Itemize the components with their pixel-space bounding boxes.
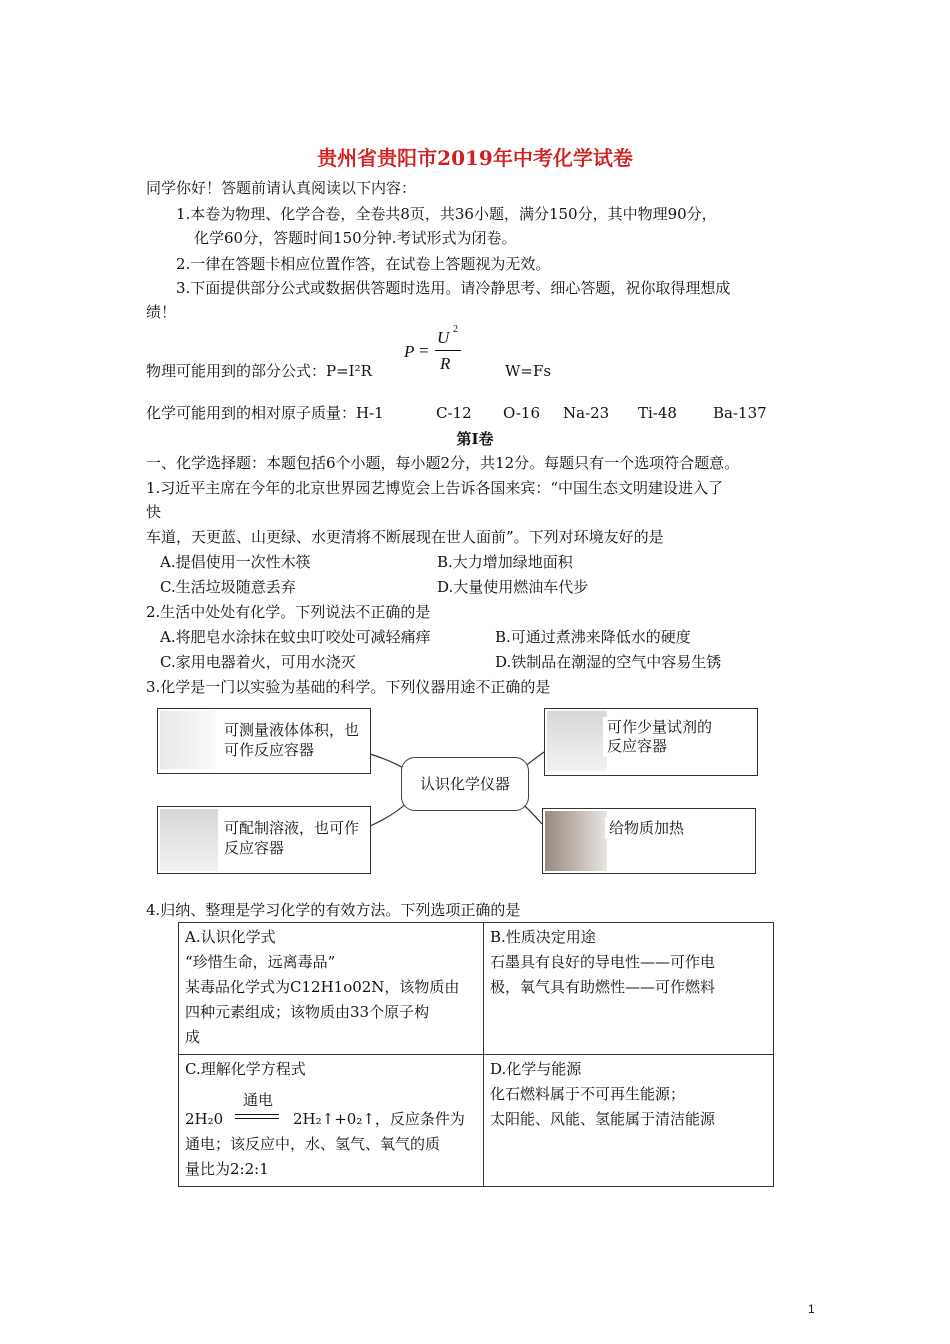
q1-option-a: A.提倡使用一次性木筷 xyxy=(160,553,311,571)
q1-stem-cont: 车道，天更蓝、山更绿、水更清将不断展现在世人面前”。下列对环境友好的是 xyxy=(146,528,664,546)
option-a-line1: “珍惜生命，远离毒品” xyxy=(185,953,336,971)
q2-option-d: D.铁制品在潮湿的空气中容易生锈 xyxy=(495,653,722,671)
option-b-head: B.性质决定用途 xyxy=(490,928,596,946)
option-d-cell xyxy=(484,1055,774,1187)
note-1-cont: 化学60分，答题时间150分钟.考试形式为闭卷。 xyxy=(194,229,517,247)
atomic-mass-ti: Ti-48 xyxy=(638,404,677,422)
formula-numerator: U xyxy=(437,328,450,347)
mindmap-center-node: 认识化学仪器 xyxy=(401,757,529,811)
table-row xyxy=(179,923,774,1055)
option-a-line3: 四种元素组成；该物质由33个原子构 xyxy=(185,1003,430,1021)
q2-option-b: B.可通过煮沸来降低水的硬度 xyxy=(495,628,691,646)
q2-option-c: C.家用电器着火，可用水浇灭 xyxy=(160,653,356,671)
work-formula: W=Fs xyxy=(505,362,552,380)
top-right-label-line1: 可作少量试剂的 xyxy=(607,718,713,736)
option-c-head: C.理解化学方程式 xyxy=(185,1060,306,1078)
page-title: 贵州省贵阳市2019年中考化学试卷 xyxy=(317,146,633,170)
instrument-box-top-left xyxy=(157,708,371,774)
option-d-line2: 太阳能、风能、氢能属于清洁能源 xyxy=(490,1110,716,1128)
reaction-condition: 通电 xyxy=(243,1091,274,1109)
option-d-line1: 化石燃料属于不可再生能源； xyxy=(490,1085,686,1103)
bottom-left-label: 可配制溶液，也可作反应容器 xyxy=(220,817,370,859)
instrument-box-bottom-left xyxy=(157,806,371,874)
option-b-cell xyxy=(484,923,774,1055)
q1-stem-wrap: 快 xyxy=(146,503,162,521)
option-a-line2: 某毒品化学式为C12H1o02N，该物质由 xyxy=(185,978,460,996)
q4-stem: 4.归纳、整理是学习化学的有效方法。下列选项正确的是 xyxy=(146,901,521,919)
graduated-cylinder-image xyxy=(160,711,216,769)
option-d-head: D.化学与能源 xyxy=(490,1060,582,1078)
physics-formula-label: 物理可能用到的部分公式：P=I²R xyxy=(146,362,372,380)
option-c-cell xyxy=(179,1055,484,1187)
atomic-mass-o: O-16 xyxy=(503,404,541,422)
table-row xyxy=(179,1055,774,1187)
instrument-box-bottom-right xyxy=(542,808,756,874)
atomic-mass-label: 化学可能用到的相对原子质量：H-1 xyxy=(146,404,384,422)
formula-exponent: 2 xyxy=(453,324,458,335)
atomic-mass-c: C-12 xyxy=(436,404,472,422)
equation-products: 2H₂↑+0₂↑，反应条件为 xyxy=(293,1110,465,1128)
heating-apparatus-image xyxy=(545,811,607,871)
instrument-box-top-right xyxy=(544,708,758,776)
option-b-line2: 极，氧气具有助燃性——可作燃料 xyxy=(490,978,716,996)
atomic-mass-na: Na-23 xyxy=(563,404,610,422)
page-number: 1 xyxy=(808,1302,815,1316)
q4-options-table xyxy=(178,922,774,1187)
note-3-cont: 绩！ xyxy=(146,303,177,321)
q2-option-a: A.将肥皂水涂抹在蚊虫叮咬处可减轻痛痒 xyxy=(160,628,431,646)
test-tube-image xyxy=(547,711,607,771)
q1-stem: 1.习近平主席在今年的北京世界园艺博览会上告诉各国来宾：“中国生态文明建设进入了 xyxy=(146,479,723,497)
part1-header: 一、化学选择题：本题包括6个小题，每小题2分，共12分。每题只有一个选项符合题意。 xyxy=(146,454,740,472)
option-c-line1: 通电；该反应中，水、氢气、氧气的质 xyxy=(185,1135,441,1153)
q1-option-b: B.大力增加绿地面积 xyxy=(437,553,573,571)
formula-p: P xyxy=(404,342,415,361)
electrolysis-equation xyxy=(185,1082,477,1132)
q1-option-c: C.生活垃圾随意丢弃 xyxy=(160,578,296,596)
note-2: 2.一律在答题卡相应位置作答，在试卷上答题视为无效。 xyxy=(176,255,551,273)
section-title: 第Ⅰ卷 xyxy=(456,430,494,448)
option-a-cell xyxy=(179,923,484,1055)
q2-stem: 2.生活中处处有化学。下列说法不正确的是 xyxy=(146,603,431,621)
option-a-line4: 成 xyxy=(185,1028,201,1046)
option-b-line1: 石墨具有良好的导电性——可作电 xyxy=(490,953,716,971)
equation-line-top xyxy=(235,1114,279,1115)
beaker-image xyxy=(160,809,218,871)
note-1: 1.本卷为物理、化学合卷，全卷共8页，共36小题，满分150分，其中物理90分， xyxy=(176,205,717,223)
top-right-label-line2: 反应容器 xyxy=(607,737,668,755)
atomic-mass-ba: Ba-137 xyxy=(713,404,767,422)
top-left-label: 可测量液体体积，也可作反应容器 xyxy=(220,719,370,761)
formula-denominator: R xyxy=(440,354,451,373)
q3-stem: 3.化学是一门以实验为基础的科学。下列仪器用途不正确的是 xyxy=(146,678,551,696)
bottom-right-label: 给物质加热 xyxy=(605,817,688,839)
equation-reactant: 2H₂0 xyxy=(185,1110,224,1128)
option-c-line2: 量比为2:2:1 xyxy=(185,1160,269,1178)
note-3: 3.下面提供部分公式或数据供答题时选用。请冷静思考、细心答题，祝你取得理想成 xyxy=(176,279,731,297)
formula-equals: = xyxy=(419,341,429,360)
equation-line-bottom xyxy=(235,1118,279,1119)
option-a-head: A.认识化学式 xyxy=(185,928,276,946)
top-right-label xyxy=(603,717,716,757)
q1-option-d: D.大量使用燃油车代步 xyxy=(437,578,589,596)
intro-text: 同学你好！答题前请认真阅读以下内容： xyxy=(146,179,417,197)
